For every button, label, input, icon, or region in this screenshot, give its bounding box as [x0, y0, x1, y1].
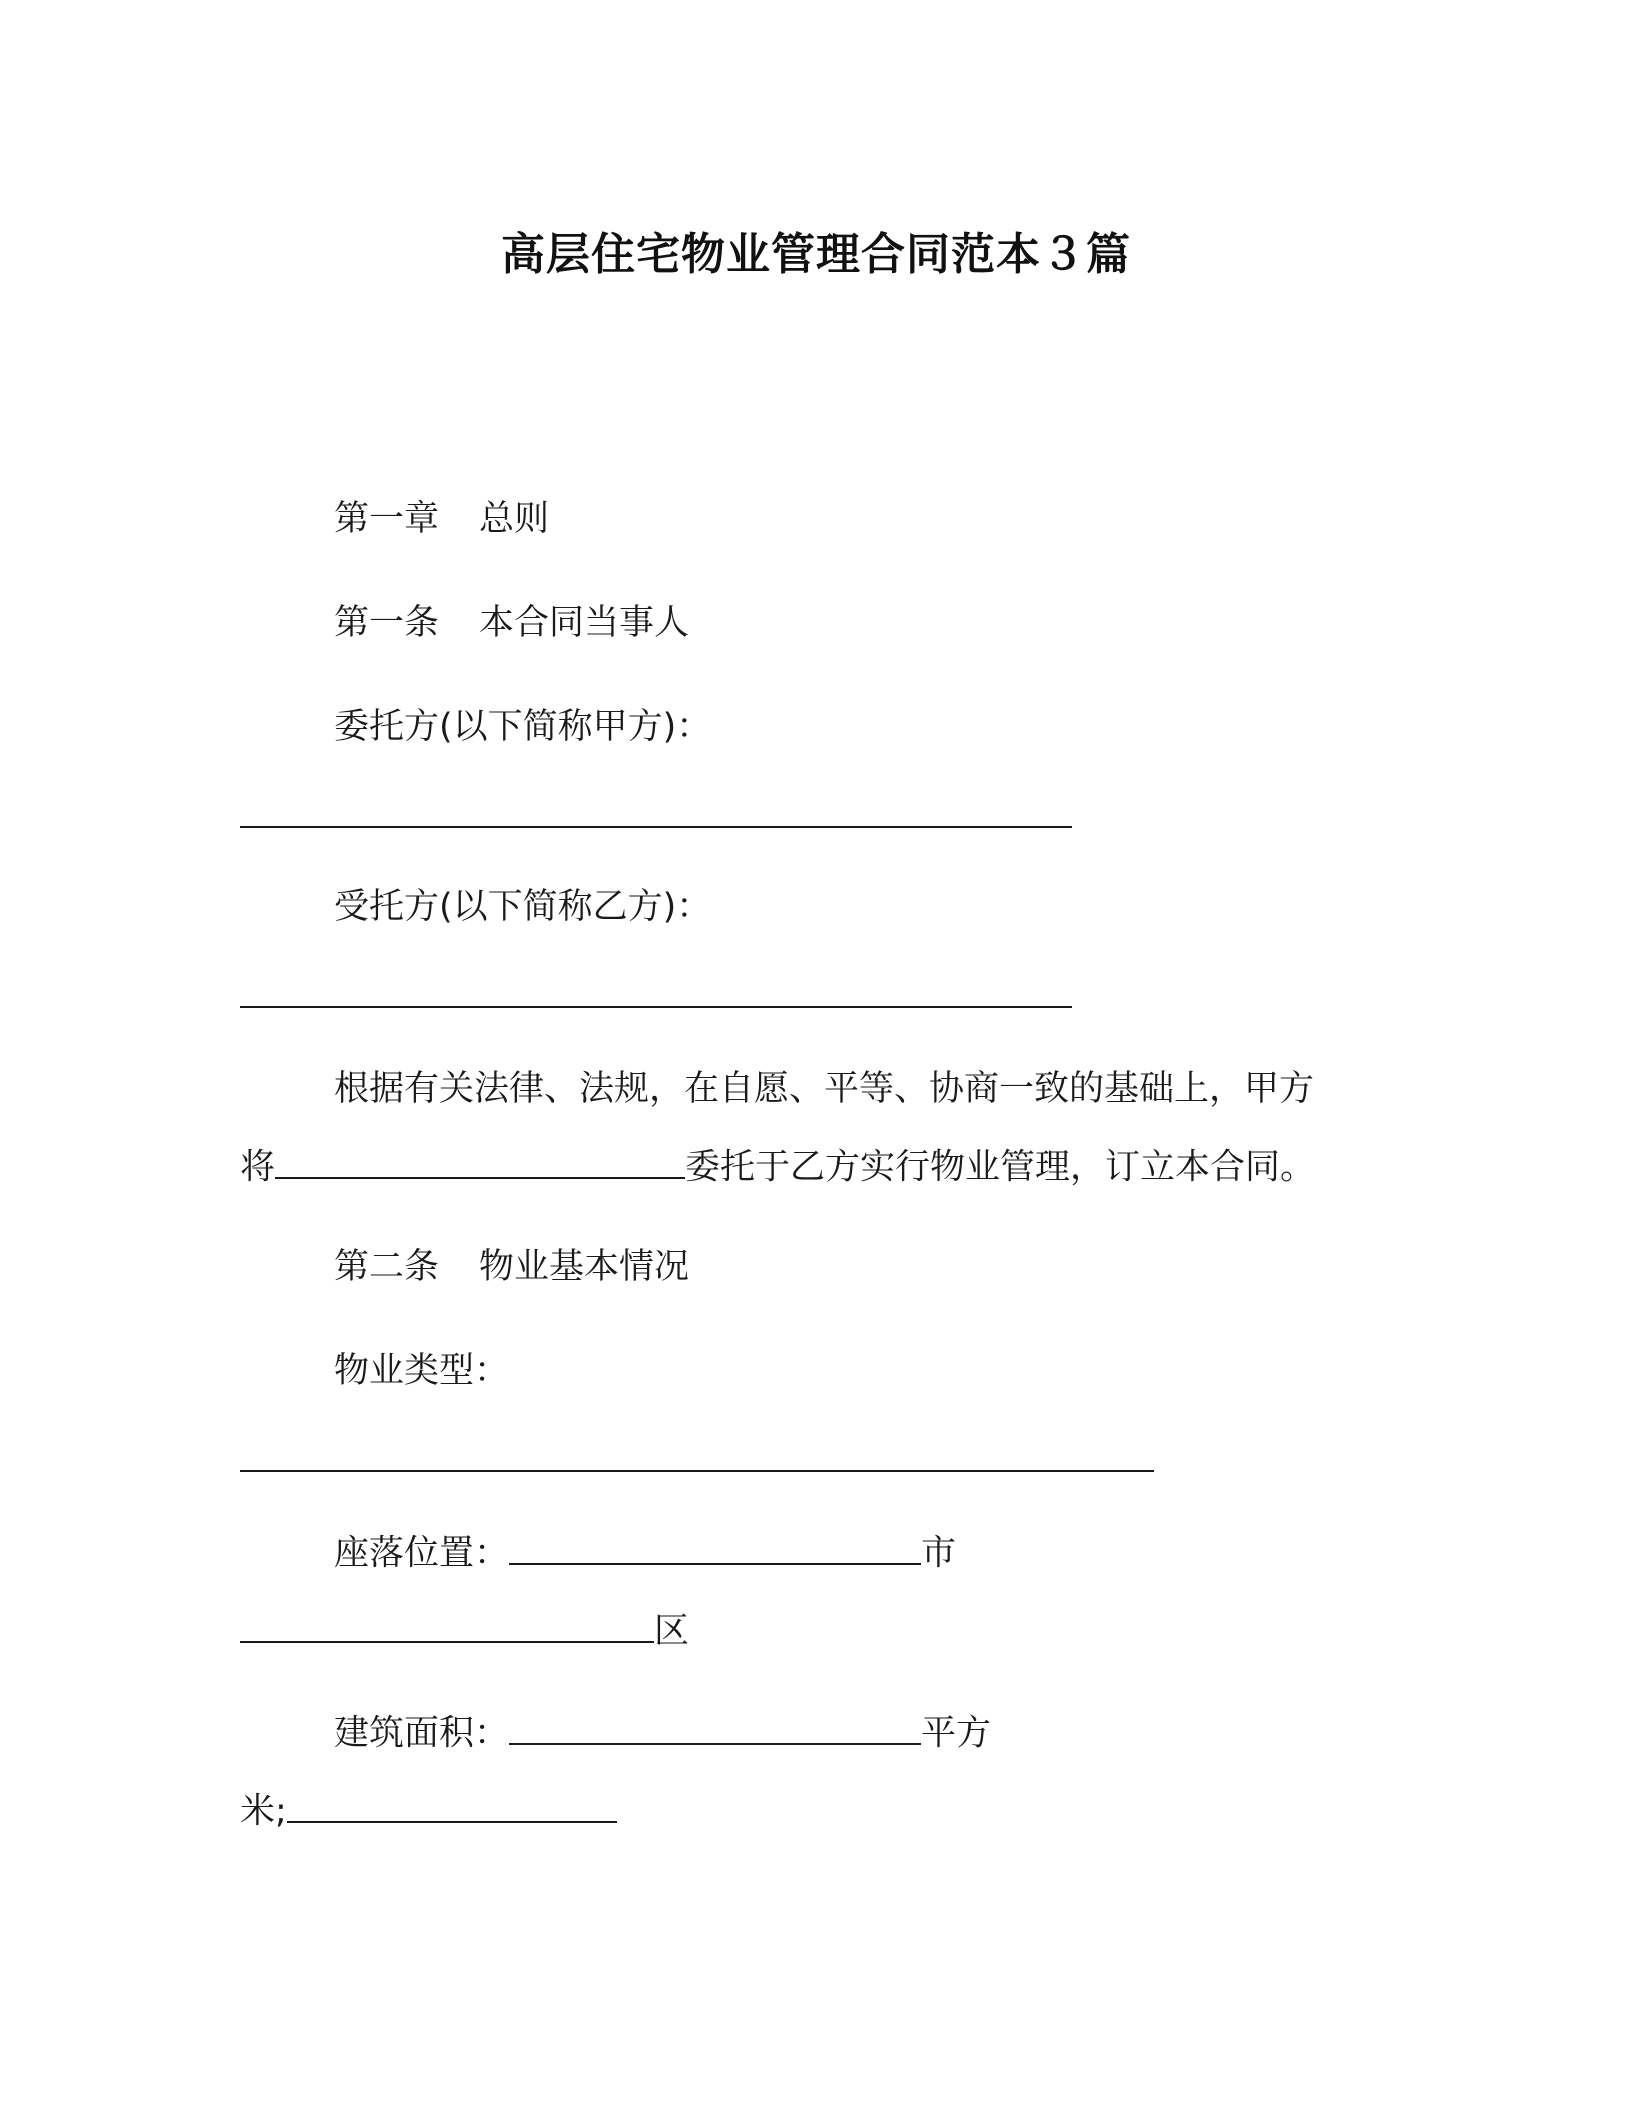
location-city-unit: 市 [921, 1533, 957, 1574]
location-line [334, 1534, 956, 1572]
article-1-heading [334, 603, 690, 643]
location-city-blank[interactable] [509, 1534, 921, 1565]
chapter-number: 第一章 [334, 499, 440, 539]
location-district-blank[interactable] [240, 1612, 654, 1643]
area-unit-line [240, 1792, 617, 1830]
area-unit-part-2: 米; [240, 1791, 287, 1832]
article-1-number: 第一条 [334, 603, 440, 643]
property-type-blank[interactable] [240, 1470, 1154, 1472]
property-type-label: 物业类型： [334, 1351, 510, 1391]
location-district-line [240, 1612, 689, 1650]
article-1-name: 本合同当事人 [479, 603, 690, 643]
party-a-label: 委托方(以下简称甲方)： [334, 707, 712, 747]
area-extra-blank[interactable] [287, 1792, 617, 1823]
location-district-unit: 区 [654, 1611, 690, 1652]
party-a-blank[interactable] [240, 826, 1072, 828]
location-label: 座落位置： [334, 1533, 510, 1574]
article-2-name: 物业基本情况 [479, 1247, 690, 1287]
document-title: 高层住宅物业管理合同范本３篇 [501, 229, 1131, 280]
area-blank[interactable] [509, 1714, 921, 1745]
party-b-blank[interactable] [240, 1006, 1072, 1008]
basis-paragraph-line-2 [240, 1148, 1315, 1186]
chapter-heading [334, 499, 550, 539]
area-label: 建筑面积： [334, 1713, 510, 1754]
chapter-name: 总则 [479, 499, 550, 539]
party-b-label: 受托方(以下简称乙方)： [334, 887, 712, 927]
basis-suffix: 委托于乙方实行物业管理，订立本合同。 [685, 1147, 1316, 1188]
area-unit-part-1: 平方 [921, 1713, 992, 1754]
article-2-heading [334, 1247, 690, 1287]
article-2-number: 第二条 [334, 1247, 440, 1287]
area-line [334, 1714, 991, 1752]
basis-prefix: 将 [240, 1147, 276, 1188]
entrusted-property-blank[interactable] [275, 1148, 685, 1179]
basis-paragraph-line-1: 根据有关法律、法规，在自愿、平等、协商一致的基础上，甲方 [334, 1069, 1315, 1109]
